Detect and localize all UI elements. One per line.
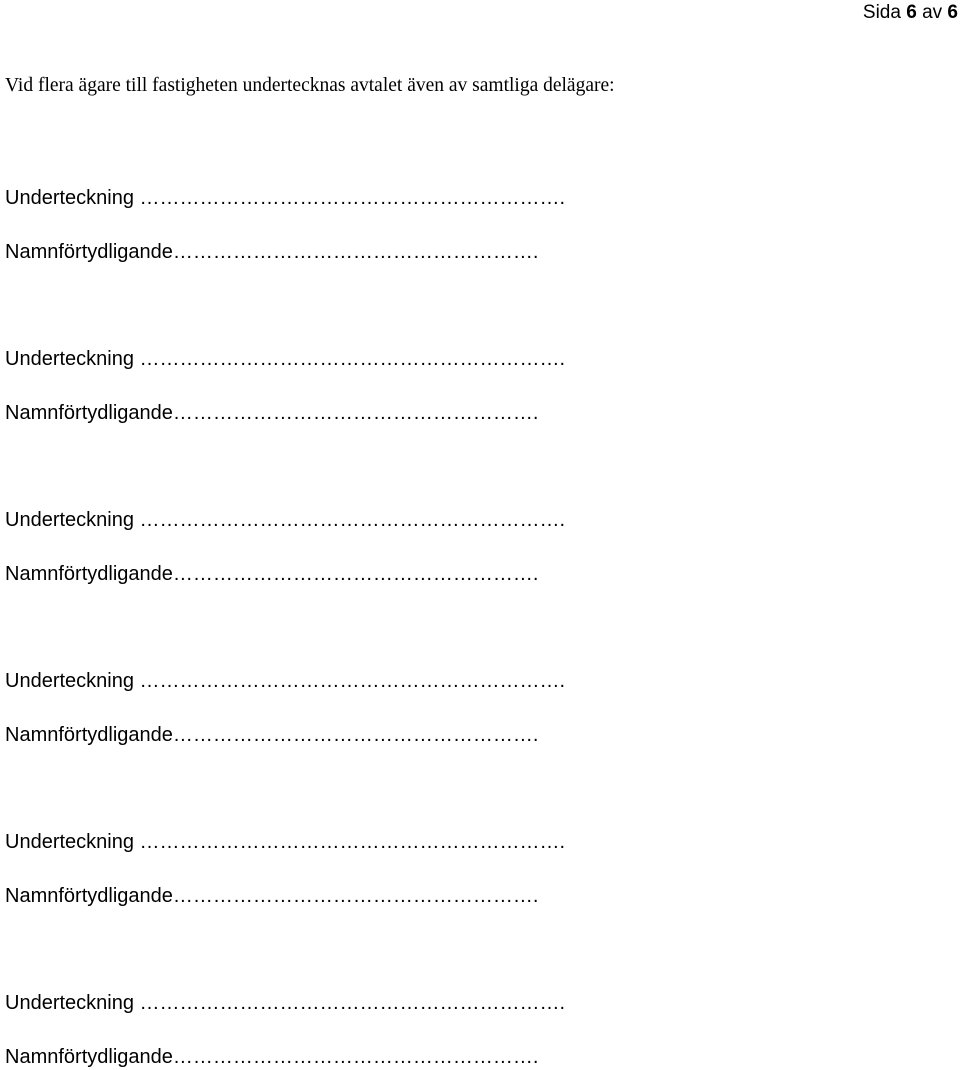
page-prefix: Sida <box>862 2 901 23</box>
signature-line: Underteckning ………………………………………………………. <box>5 831 566 853</box>
signature-block <box>5 346 705 426</box>
name-clarification-line: Namnförtydligande………………………………………………. <box>5 241 539 263</box>
page-total: 6 <box>947 2 958 23</box>
signature-block <box>5 507 705 587</box>
signature-line: Underteckning ………………………………………………………. <box>5 992 566 1014</box>
name-clarification-line: Namnförtydligande………………………………………………. <box>5 724 539 746</box>
page-current: 6 <box>906 2 917 23</box>
name-clarification-line: Namnförtydligande………………………………………………. <box>5 885 539 907</box>
signature-line: Underteckning ………………………………………………………. <box>5 348 566 370</box>
signature-block <box>5 829 705 909</box>
page-number <box>863 1 958 25</box>
signature-block <box>5 990 705 1070</box>
intro-text: Vid flera ägare till fastigheten undertecknas avtalet även av samtliga delägare: <box>5 75 615 96</box>
signature-block <box>5 185 705 265</box>
page-separator: av <box>922 2 943 23</box>
signature-line: Underteckning ………………………………………………………. <box>5 670 566 692</box>
signature-line: Underteckning ………………………………………………………. <box>5 187 566 209</box>
name-clarification-line: Namnförtydligande………………………………………………. <box>5 1046 539 1068</box>
name-clarification-line: Namnförtydligande………………………………………………. <box>5 402 539 424</box>
signature-block <box>5 668 705 748</box>
signature-line: Underteckning ………………………………………………………. <box>5 509 566 531</box>
name-clarification-line: Namnförtydligande………………………………………………. <box>5 563 539 585</box>
